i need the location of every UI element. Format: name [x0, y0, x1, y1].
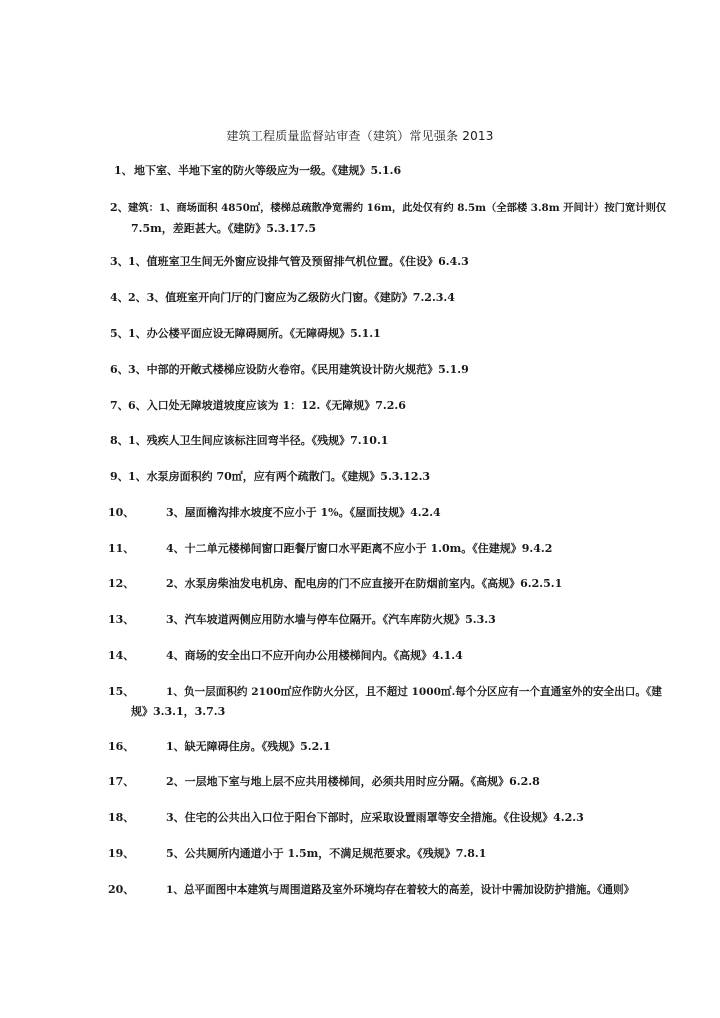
- item-text: 1、值班室卫生间无外窗应设排气管及预留排气机位置。《住设》6.4.3: [128, 255, 469, 268]
- item-number: 7、: [110, 399, 129, 412]
- item-text: 6、入口处无障坡道坡度应该为 1：12.《无障规》7.2.6: [128, 399, 406, 412]
- item-number: 18、: [108, 811, 135, 824]
- item-number: 15、: [108, 685, 135, 698]
- item-text-continuation: 7.5m，差距甚大。《建防》5.3.17.5: [131, 222, 317, 235]
- item-number: 8、: [110, 434, 129, 447]
- item-number: 6、: [110, 363, 129, 376]
- item-text: 4、十二单元楼梯间窗口距餐厅窗口水平距离不应小于 1.0m。《住建规》9.4.2: [166, 542, 553, 555]
- item-text: 3、住宅的公共出入口位于阳台下部时，应采取设置雨罩等安全措施。《住设规》4.2.3: [166, 811, 584, 824]
- item-number: 2、: [110, 201, 129, 214]
- item-text: 地下室、半地下室的防火等级应为一级。《建规》5.1.6: [134, 164, 402, 177]
- item-number: 10、: [108, 506, 135, 519]
- item-text-continuation: 规》3.3.1，3.7.3: [131, 705, 226, 718]
- item-number: 16、: [108, 740, 135, 753]
- item-text: 4、商场的安全出口不应开向办公用楼梯间内。《高规》4.1.4: [166, 649, 463, 662]
- item-number: 9、: [110, 470, 129, 483]
- item-text: 5、公共厕所内通道小于 1.5m，不满足规范要求。《残规》7.8.1: [166, 847, 487, 860]
- item-text: 1、水泵房面积约 70㎡，应有两个疏散门。《建规》5.3.12.3: [128, 470, 431, 483]
- item-text: 1、残疾人卫生间应该标注回弯半径。《残规》7.10.1: [128, 434, 389, 447]
- item-number: 12、: [108, 577, 135, 590]
- item-number: 17、: [108, 775, 135, 788]
- item-text: 1、缺无障碍住房。《残规》5.2.1: [166, 740, 331, 753]
- item-text: 2、一层地下室与地上层不应共用楼梯间，必须共用时应分隔。《高规》6.2.8: [166, 775, 540, 788]
- item-number: 5、: [110, 327, 129, 340]
- item-number: 11、: [108, 542, 135, 555]
- item-number: 1、: [114, 164, 133, 177]
- item-text: 建筑：1、商场面积 4850㎡，楼梯总疏散净宽需约 16m，此处仅有约 8.5m（全部楼 3.8m 开间计）按门宽计则仅: [128, 202, 667, 214]
- item-text: 3、中部的开敞式楼梯应设防火卷帘。《民用建筑设计防火规范》5.1.9: [128, 363, 469, 376]
- item-text: 3、屋面檐沟排水坡度不应小于 1%。《屋面技规》4.2.4: [166, 506, 441, 519]
- item-number: 4、: [110, 291, 129, 304]
- item-number: 20、: [108, 883, 135, 896]
- item-number: 14、: [108, 649, 135, 662]
- item-text: 1、总平面图中本建筑与周围道路及室外环境均存在着较大的高差，设计中需加设防护措施。《通则》: [166, 884, 635, 896]
- item-text: 2、水泵房柴油发电机房、配电房的门不应直接开在防烟前室内。《高规》6.2.5.1: [166, 577, 563, 590]
- page-title: 建筑工程质量监督站审查（建筑）常见强条 2013: [226, 129, 494, 143]
- item-text: 1、负一层面积约 2100㎡应作防火分区，且不超过 1000㎡.每个分区应有一个直通室外的安全出口。《建: [166, 686, 662, 698]
- item-text: 3、汽车坡道两侧应用防水墙与停车位隔开。《汽车库防火规》5.3.3: [166, 613, 496, 626]
- item-text: 2、3、值班室开向门厅的门窗应为乙级防火门窗。《建防》7.2.3.4: [128, 291, 455, 304]
- item-number: 3、: [110, 255, 129, 268]
- item-number: 19、: [108, 847, 135, 860]
- item-text: 1、办公楼平面应设无障碍厕所。《无障碍规》5.1.1: [128, 327, 381, 340]
- item-number: 13、: [108, 613, 135, 626]
